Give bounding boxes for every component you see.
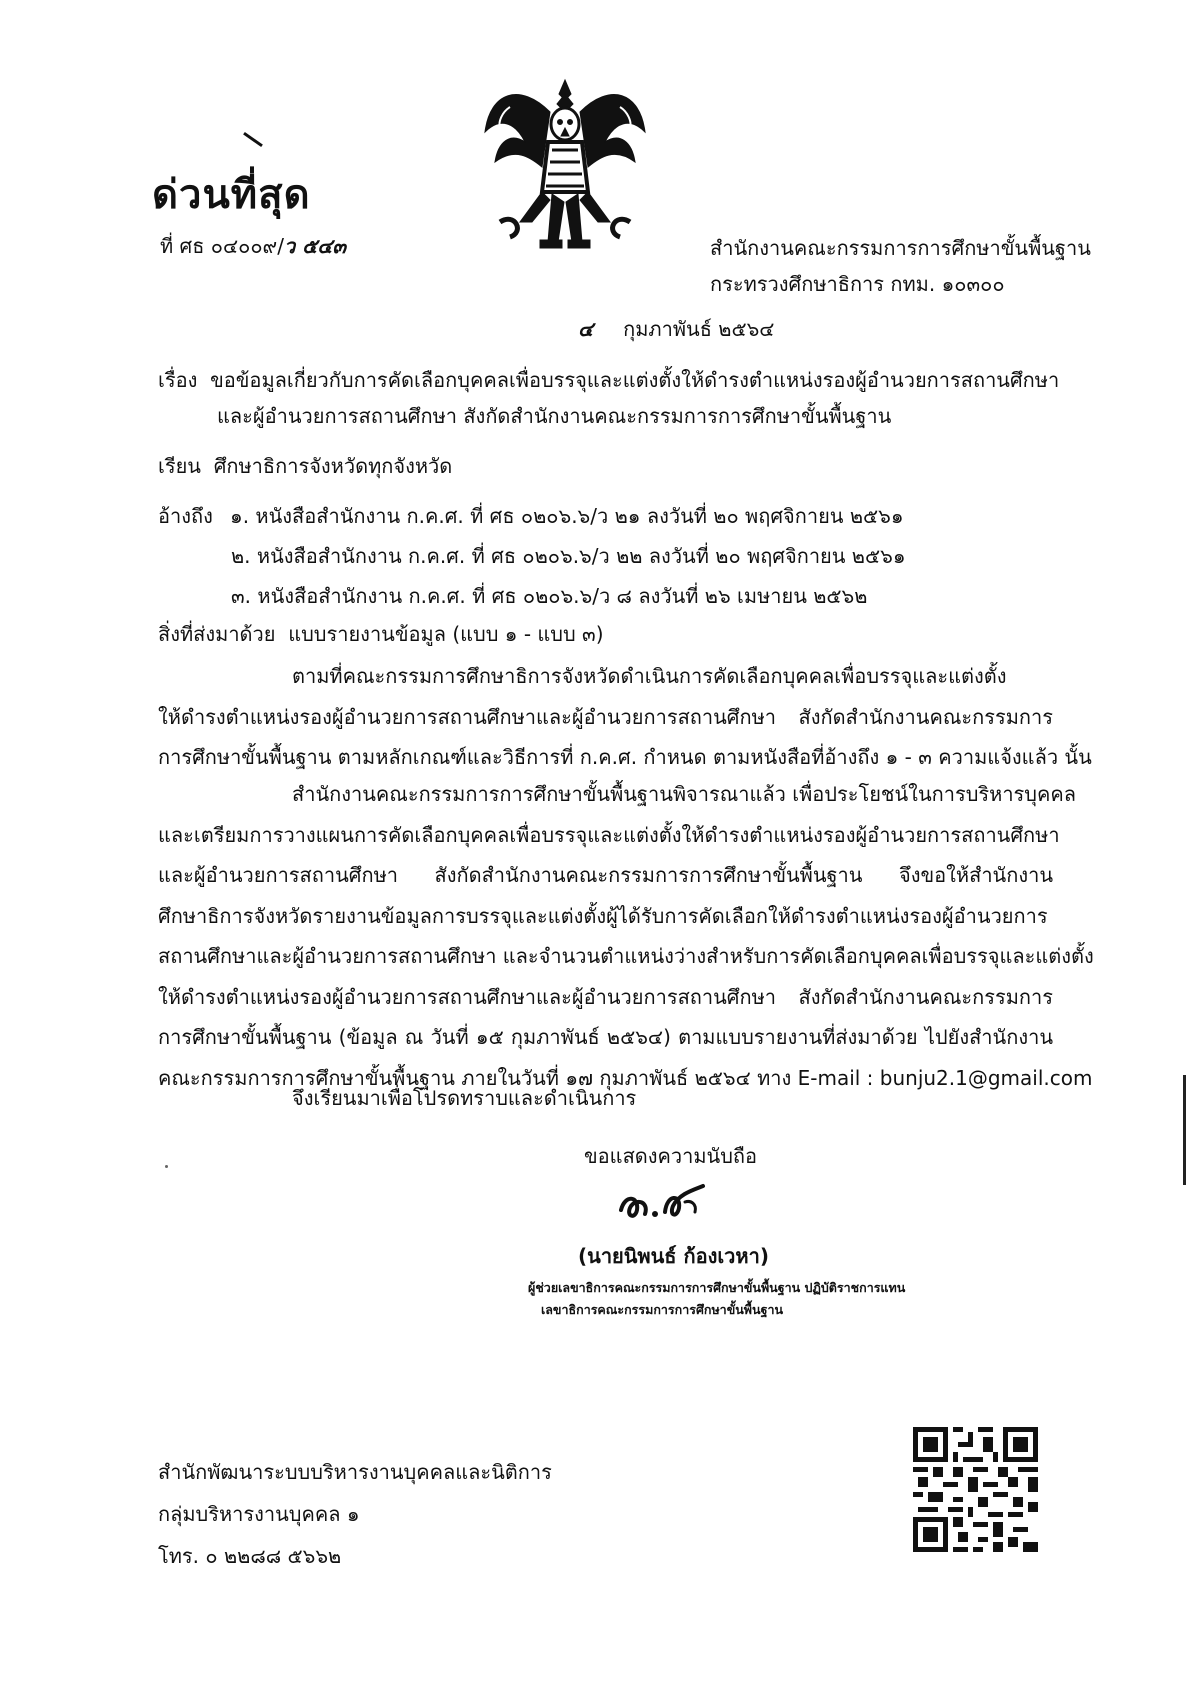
reference-prefix: ที่ ศธ ๐๔๐๐๙/: [160, 234, 284, 258]
regards-text: ขอแสดงความนับถือ: [584, 1144, 758, 1168]
signer-title-1: ผู้ช่วยเลขาธิการคณะกรรมการการศึกษาขั้นพื้นฐาน ปฏิบัติราชการแทน: [528, 1280, 906, 1295]
paragraph-line: สถานศึกษาและผู้อำนวยการสถานศึกษา และจำนวนตำแหน่งว่างสำหรับการคัดเลือกบุคคลเพื่อบรรจุและแต่งตั้ง: [158, 944, 1094, 968]
footer-phone: โทร. ๐ ๒๒๘๘ ๕๖๖๒: [158, 1544, 342, 1568]
addressee-value: ศึกษาธิการจังหวัดทุกจังหวัด: [213, 454, 453, 478]
reference-item-1: ๑. หนังสือสำนักงาน ก.ค.ศ. ที่ ศธ ๐๒๐๖.๖/ว ๒๑ ลงวันที่ ๒๐ พฤศจิกายน ๒๕๖๑: [230, 504, 904, 528]
issuing-office: [710, 230, 1091, 302]
document-reference: [160, 230, 346, 262]
enclosure: [158, 618, 604, 650]
subject-text-1: ขอข้อมูลเกี่ยวกับการคัดเลือกบุคคลเพื่อบรรจุและแต่งตั้งให้ดำรงตำแหน่งรองผู้อำนวยการสถานศึกษา: [210, 368, 1060, 392]
paragraph-line: และเตรียมการวางแผนการคัดเลือกบุคคลเพื่อบรรจุและแต่งตั้งให้ดำรงตำแหน่งรองผู้อำนวยการสถานศึกษา: [158, 822, 1060, 847]
subject-text-2: และผู้อำนวยการสถานศึกษา สังกัดสำนักงานคณะกรรมการการศึกษาขั้นพื้นฐาน: [217, 404, 892, 428]
paragraph-line: ให้ดำรงตำแหน่งรองผู้อำนวยการสถานศึกษาและผู้อำนวยการสถานศึกษา สังกัดสำนักงานคณะกรรมการ: [158, 984, 1053, 1009]
date-month-year: กุมภาพันธ์ ๒๕๖๔: [623, 317, 775, 341]
enclosure-label: สิ่งที่ส่งมาด้วย: [158, 622, 276, 646]
paragraph-line: สำนักงานคณะกรรมการการศึกษาขั้นพื้นฐานพิจารณาแล้ว เพื่อประโยชน์ในการบริหารบุคคล: [292, 782, 1076, 806]
document-date: [578, 313, 774, 345]
office-address: กระทรวงศึกษาธิการ กทม. ๑๐๓๐๐: [710, 272, 1005, 296]
footer-department: สำนักพัฒนาระบบบริหารงานบุคคลและนิติการ: [158, 1460, 552, 1484]
closing-sentence: จึงเรียนมาเพื่อโปรดทราบและดำเนินการ: [292, 1086, 637, 1110]
enclosure-value: แบบรายงานข้อมูล (แบบ ๑ - แบบ ๓): [288, 622, 604, 646]
paragraph-line: การศึกษาขั้นพื้นฐาน (ข้อมูล ณ วันที่ ๑๕ กุมภาพันธ์ ๒๕๖๔) ตามแบบรายงานที่ส่งมาด้วย ไปยังสำนักงาน: [158, 1025, 1053, 1049]
subject-label: เรื่อง: [158, 368, 198, 392]
garuda-emblem-icon: [480, 72, 650, 257]
paragraph-line: ตามที่คณะกรรมการศึกษาธิการจังหวัดดำเนินการคัดเลือกบุคคลเพื่อบรรจุและแต่งตั้ง: [292, 664, 1007, 688]
urgency-tick-mark: [243, 132, 263, 147]
scan-edge-mark: [1183, 1075, 1186, 1185]
handwritten-signature: [615, 1180, 710, 1228]
subject-line-1: [158, 364, 1059, 396]
paragraph-line: ให้ดำรงตำแหน่งรองผู้อำนวยการสถานศึกษาและผู้อำนวยการสถานศึกษา สังกัดสำนักงานคณะกรรมการ: [158, 704, 1053, 729]
paragraph-line: การศึกษาขั้นพื้นฐาน ตามหลักเกณฑ์และวิธีการที่ ก.ค.ศ. กำหนด ตามหนังสือที่อ้างถึง ๑ - ๓ ความแจ้งแล้ว นั้น: [158, 745, 1092, 769]
body-paragraph-2: [158, 774, 1094, 1098]
qr-code-icon: [913, 1427, 1038, 1552]
reference-item-3: ๓. หนังสือสำนักงาน ก.ค.ศ. ที่ ศธ ๐๒๐๖.๖/ว ๘ ลงวันที่ ๒๖ เมษายน ๒๕๖๒: [231, 584, 868, 608]
reference-item-2: ๒. หนังสือสำนักงาน ก.ค.ศ. ที่ ศธ ๐๒๐๖.๖/ว ๒๒ ลงวันที่ ๒๐ พฤศจิกายน ๒๕๖๑: [231, 544, 906, 568]
date-day-handwritten: ๔: [578, 317, 594, 341]
office-name: สำนักงานคณะกรรมการการศึกษาขั้นพื้นฐาน: [710, 236, 1091, 260]
footer-group: กลุ่มบริหารงานบุคคล ๑: [158, 1502, 360, 1526]
paragraph-line: คณะกรรมการการศึกษาขั้นพื้นฐาน ภายในวันที่ ๑๗ กุมภาพันธ์ ๒๕๖๔ ทาง E-mail : bunju2.1@gmail.com: [158, 1065, 1093, 1090]
paragraph-line: ศึกษาธิการจังหวัดรายงานข้อมูลการบรรจุและแต่งตั้งผู้ได้รับการคัดเลือกให้ดำรงตำแหน่งรองผู้อำนวยการ: [158, 903, 1048, 928]
paragraph-line: และผู้อำนวยการสถานศึกษา สังกัดสำนักงานคณะกรรมการการศึกษาขั้นพื้นฐาน จึงขอให้สำนักงาน: [158, 863, 1053, 887]
reference-number-handwritten: ว ๕๔๓: [283, 234, 347, 258]
signer-name: (นายนิพนธ์ ก้องเวหา): [578, 1244, 769, 1268]
scan-dust-mark: [165, 1165, 168, 1168]
body-paragraph-1: [158, 656, 1092, 778]
addressee: [158, 450, 452, 482]
addressee-label: เรียน: [158, 454, 201, 478]
references-label: อ้างถึง: [158, 504, 213, 528]
urgency-heading: ด่วนที่สุด: [152, 172, 311, 218]
signer-title-2: เลขาธิการคณะกรรมการการศึกษาขั้นพื้นฐาน: [541, 1302, 784, 1317]
